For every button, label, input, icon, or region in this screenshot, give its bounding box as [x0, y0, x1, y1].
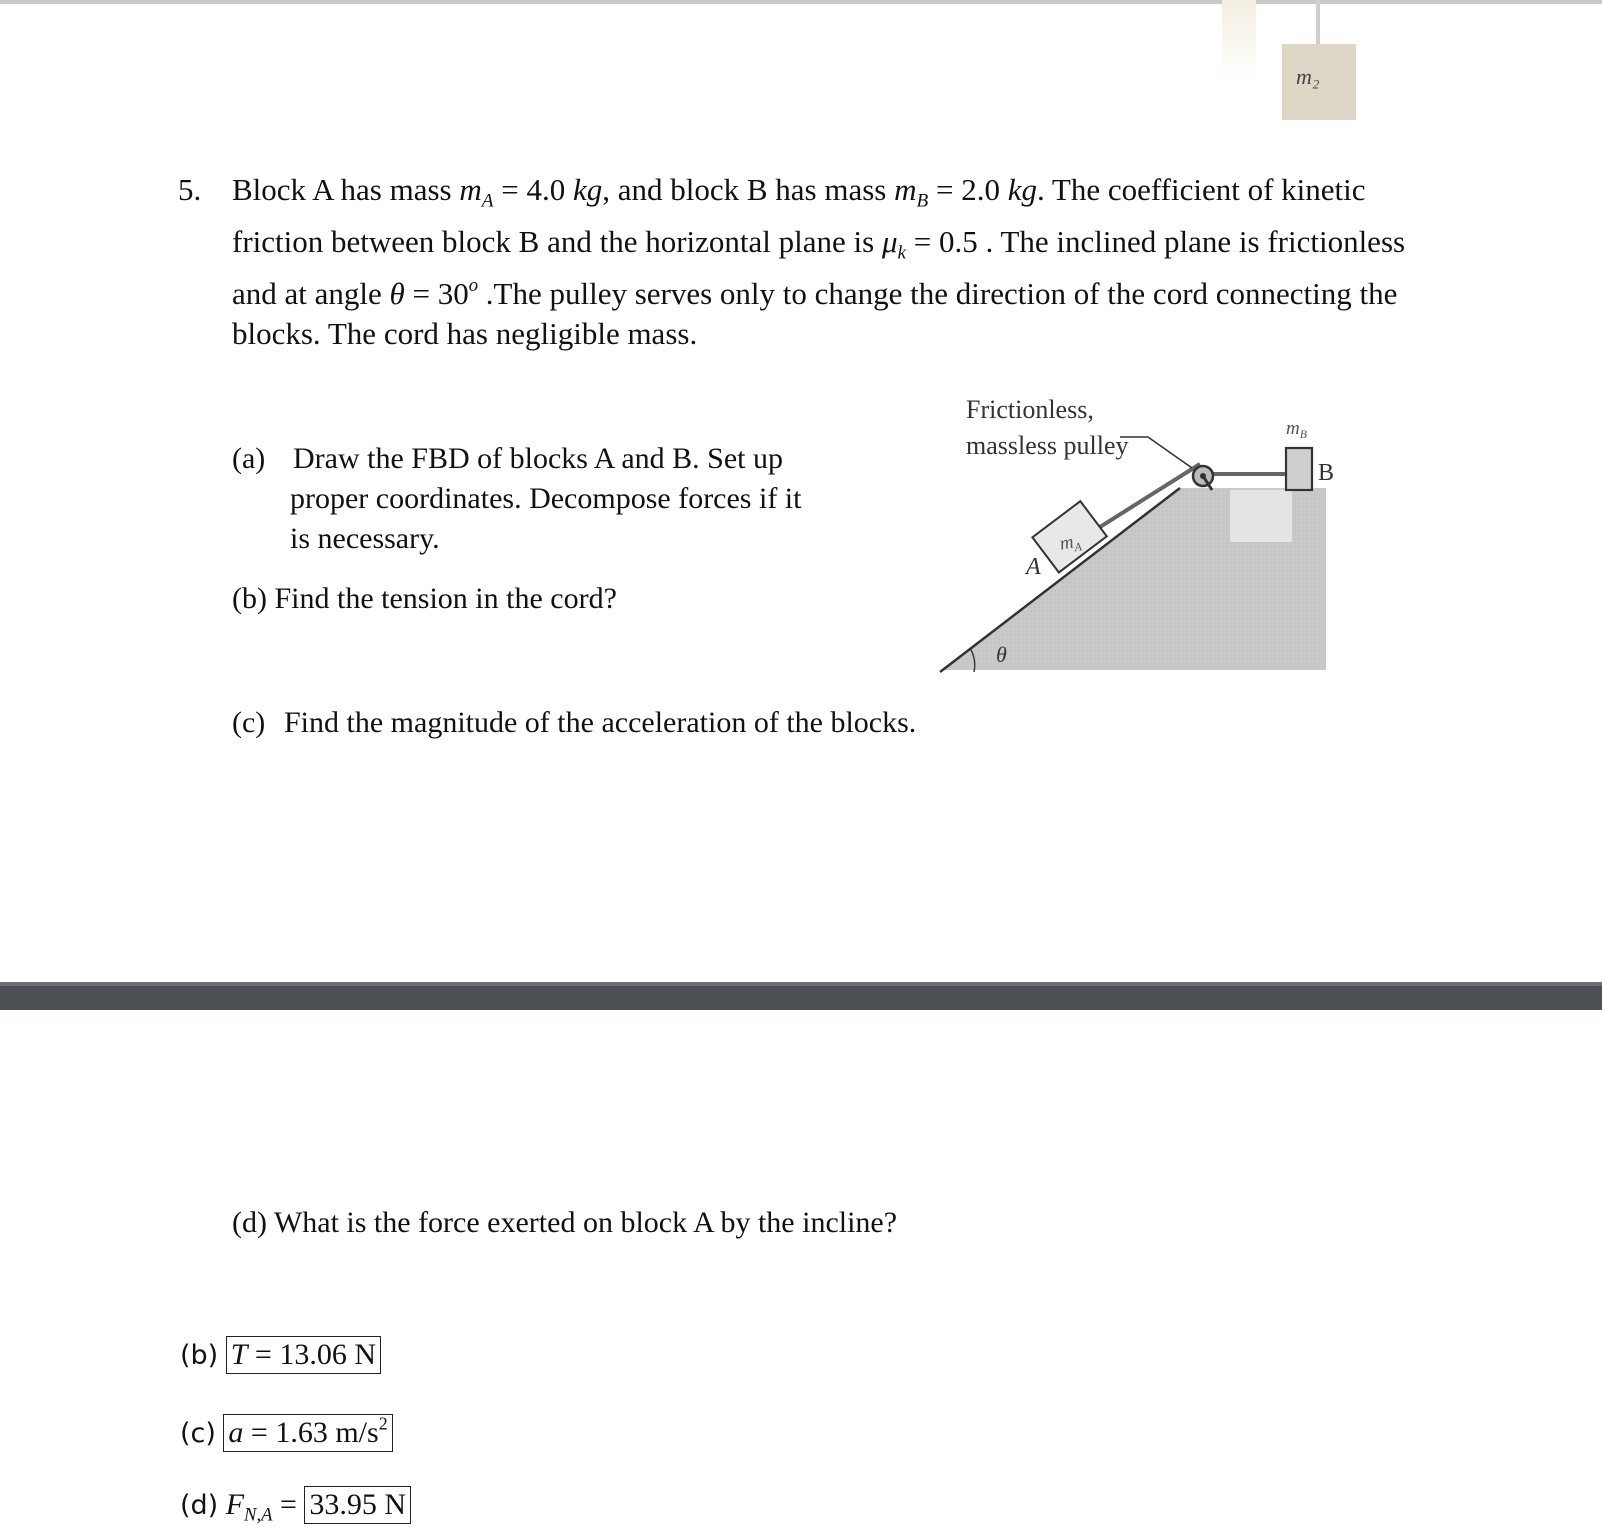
cropped-mass-label: m₂ — [1296, 64, 1320, 89]
statement-line-1: Block A has mass $m_A = 4.0$ kg, and block B has mass $m_B = 2.0$ kg. The coefficient of kinetic — [232, 172, 1366, 212]
question-c: Find the magnitude of the acceleration of the blocks. — [284, 706, 917, 739]
answer-d-box: 33.95 N — [304, 1486, 411, 1524]
answer-b-box: T = 13.06 N — [226, 1336, 381, 1374]
statement-line-4: blocks. The cord has negligible mass. — [232, 316, 698, 351]
statement-line-2: friction between block B and the horizontal plane is $\mu_k = 0.5$ . The inclined plane is frictionless — [232, 224, 1406, 264]
answer-c-box: a = 1.63 $m/s^2$ — [223, 1414, 392, 1452]
question-a-label: (a) — [232, 442, 266, 475]
question-a-line-2: proper coordinates. Decompose forces if it — [290, 482, 802, 515]
answer-d — [180, 1486, 411, 1527]
problem-number: 5. — [178, 172, 202, 207]
question-b: (b) Find the tension in the cord? — [232, 582, 617, 615]
block-b-label: B — [1318, 460, 1335, 486]
figure-caption-line-2: massless pulley — [966, 431, 1129, 460]
answer-c — [180, 1414, 393, 1452]
figure-caption-line-1: Frictionless, — [966, 395, 1094, 424]
figure-caption — [966, 392, 1129, 464]
answer-d-equals: = — [272, 1488, 305, 1521]
caption-leader-line — [1120, 437, 1192, 468]
answer-d-label: (d) — [180, 1490, 219, 1521]
block-a-label: A — [1026, 554, 1041, 580]
question-a-line-3: is necessary. — [290, 522, 440, 555]
cropped-mass-block — [1282, 44, 1356, 120]
top-border — [0, 0, 1602, 4]
ramp-lighter-patch — [1230, 490, 1292, 542]
answer-c-label: (c) — [180, 1418, 216, 1449]
mass-b-label: $m_B$ — [1286, 418, 1307, 442]
block-b — [1286, 448, 1312, 490]
statement-line-3: and at angle $\theta = 30^o$ .The pulley serves only to change the direction of the cord connecting the — [232, 274, 1398, 311]
cropped-cord-line — [1316, 0, 1320, 46]
angle-label: θ — [996, 642, 1007, 667]
page-separator-highlight — [0, 982, 1602, 986]
answer-b — [180, 1336, 381, 1374]
question-a-line-1: Draw the FBD of blocks A and B. Set up — [293, 442, 783, 475]
mass-a-label: $m_A$ — [1058, 531, 1083, 555]
answer-d-variable: F — [225, 1488, 245, 1521]
answer-d-subscript: N,A — [244, 1504, 273, 1526]
question-c-label: (c) — [232, 706, 266, 739]
question-d: (d) What is the force exerted on block A by the incline? — [232, 1206, 898, 1239]
cropped-figure-fragment — [1222, 0, 1256, 80]
page-separator — [0, 982, 1602, 1010]
answer-b-label: (b) — [180, 1340, 219, 1371]
